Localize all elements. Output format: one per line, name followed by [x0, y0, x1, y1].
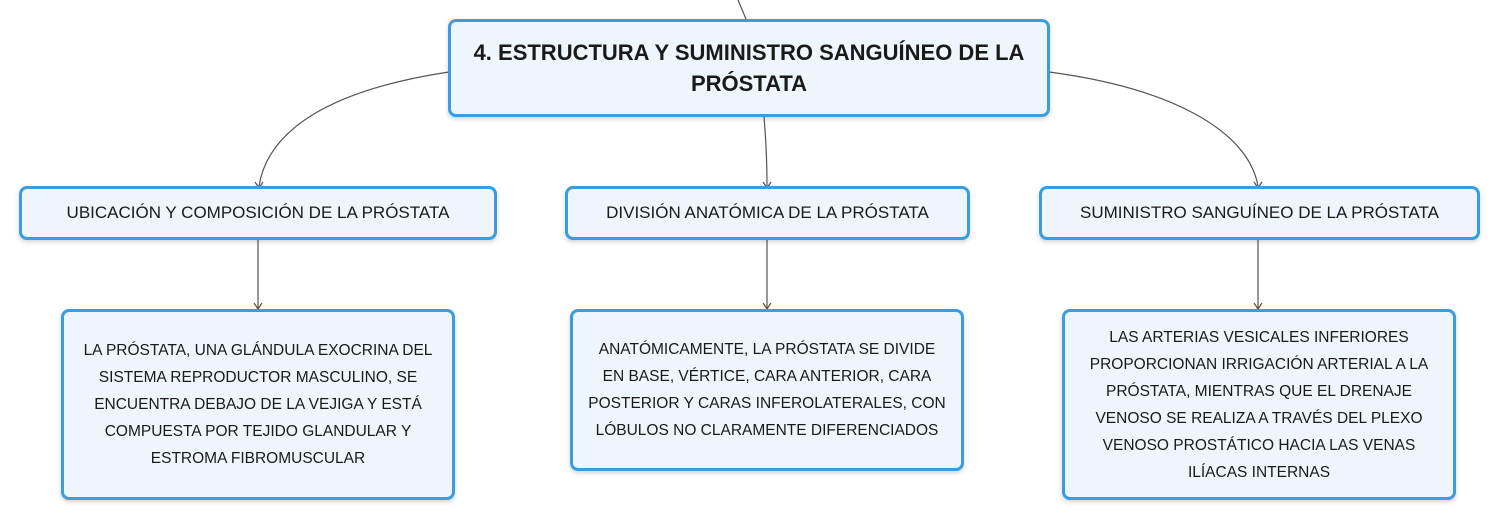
detail-topic-division[interactable]	[570, 309, 964, 471]
branch-topic-ubicacion[interactable]	[19, 186, 497, 240]
connector-central-to-branch-1	[259, 72, 449, 186]
connector-central-to-branch-3	[1049, 72, 1258, 186]
detail-topic-text: ANATÓMICAMENTE, LA PRÓSTATA SE DIVIDE EN BASE, VÉRTICE, CARA ANTERIOR, CARA POSTERIOR Y CARAS INFEROLATERALES, CON LÓBULOS NO CLARAMENTE DIFERENCIADOS	[588, 341, 946, 439]
central-topic[interactable]	[448, 19, 1050, 117]
detail-topic-text: LA PRÓSTATA, UNA GLÁNDULA EXOCRINA DEL SISTEMA REPRODUCTOR MASCULINO, SE ENCUENTRA DEBAJO DE LA VEJIGA Y ESTÁ COMPUESTA POR TEJIDO GLANDULAR Y ESTROMA FIBROMUSCULAR	[83, 342, 433, 467]
central-topic-title: 4. ESTRUCTURA Y SUMINISTRO SANGUÍNEO DE LA PRÓSTATA	[473, 40, 1025, 96]
detail-topic-text: LAS ARTERIAS VESICALES INFERIORES PROPORCIONAN IRRIGACIÓN ARTERIAL A LA PRÓSTATA, MIENTRAS QUE EL DRENAJE VENOSO SE REALIZA A TRAVÉS DEL PLEXO VENOSO PROSTÁTICO HACIA LAS VENAS ILÍACAS INTERNAS	[1089, 328, 1429, 481]
connector-parent-to-central	[738, 0, 746, 19]
detail-topic-ubicacion[interactable]	[61, 309, 455, 500]
branch-topic-label: UBICACIÓN Y COMPOSICIÓN DE LA PRÓSTATA	[66, 203, 450, 222]
branch-topic-division[interactable]	[565, 186, 970, 240]
branch-topic-label: SUMINISTRO SANGUÍNEO DE LA PRÓSTATA	[1080, 203, 1439, 222]
branch-topic-label: DIVISIÓN ANATÓMICA DE LA PRÓSTATA	[606, 203, 929, 222]
detail-topic-suministro[interactable]	[1062, 309, 1456, 500]
connector-central-to-branch-2	[764, 117, 767, 186]
branch-topic-suministro[interactable]	[1039, 186, 1480, 240]
